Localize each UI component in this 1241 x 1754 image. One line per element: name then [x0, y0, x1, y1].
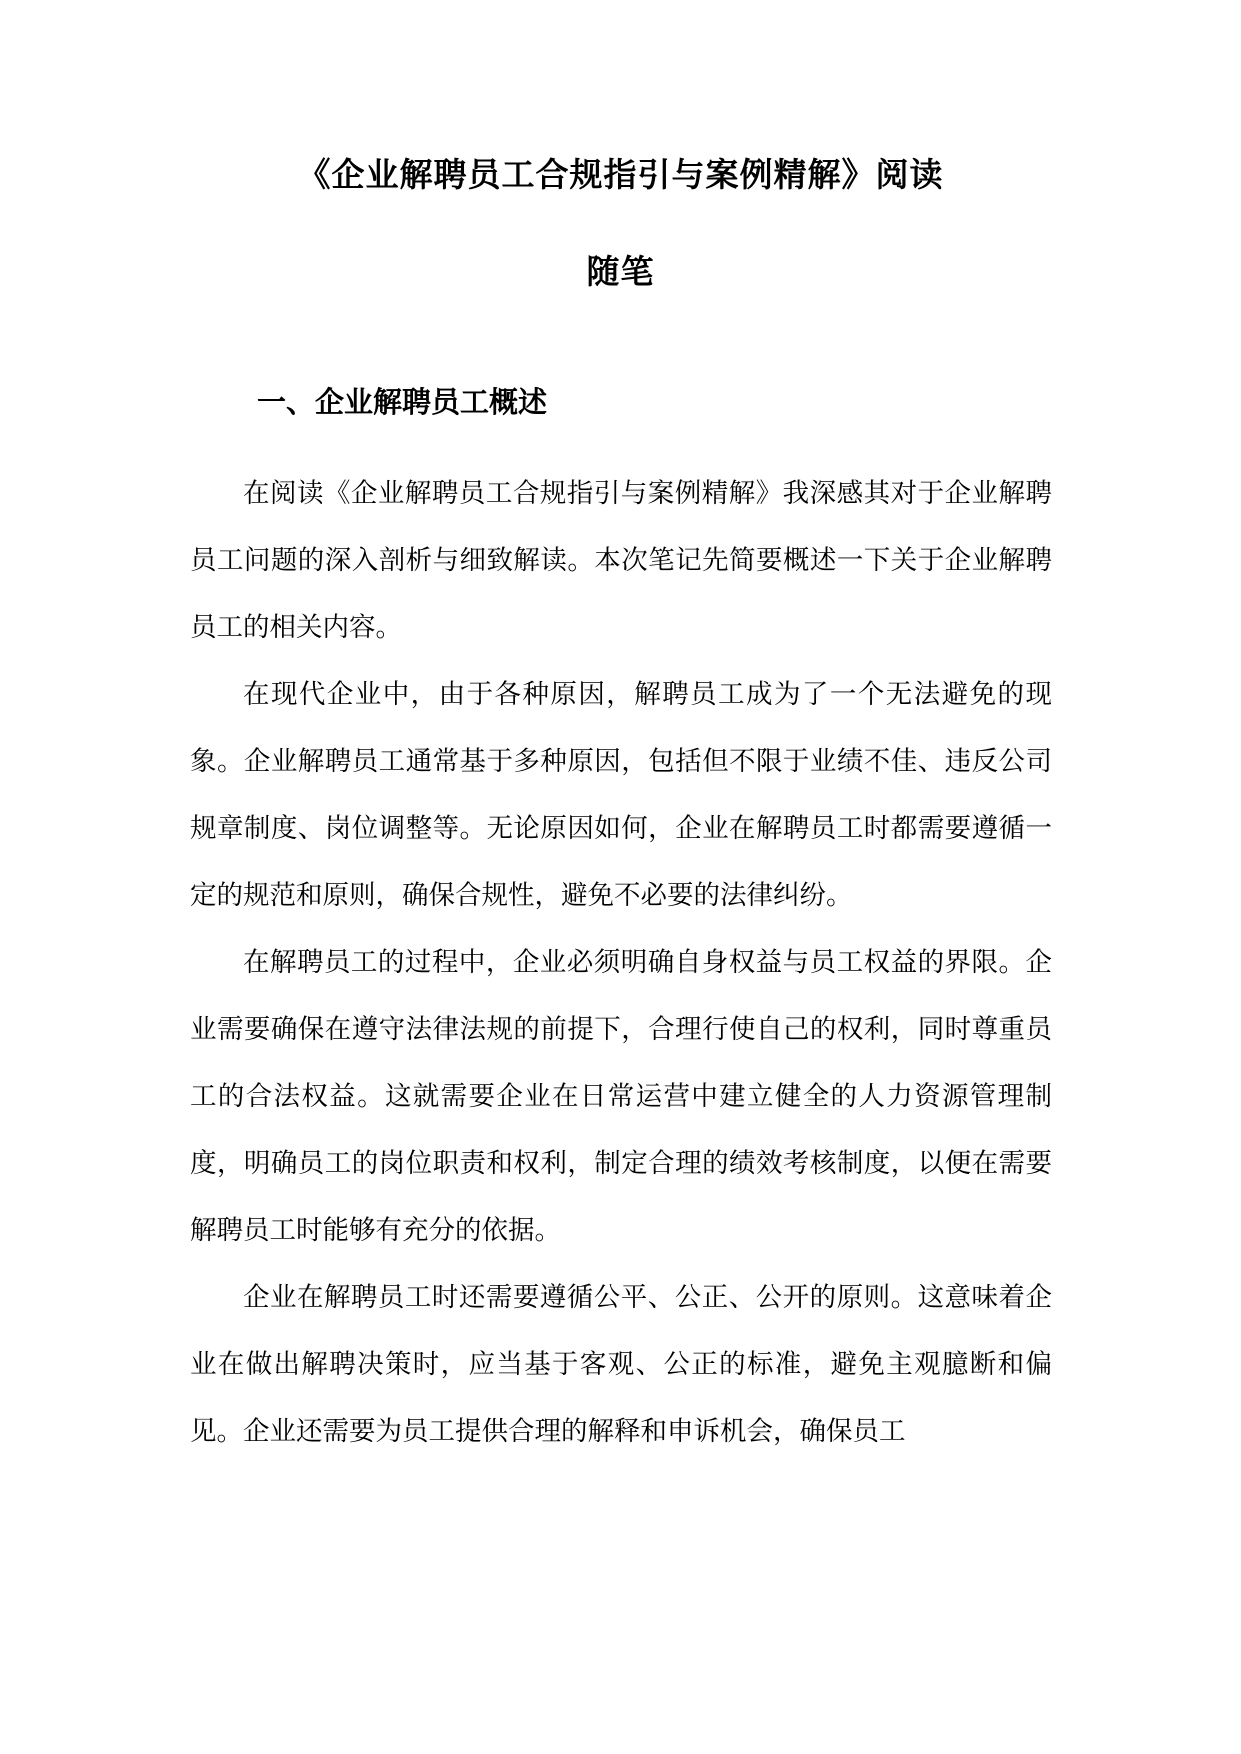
document-body — [190, 460, 1052, 1465]
body-paragraph-4: 企业在解聘员工时还需要遵循公平、公正、公开的原则。这意味着企业在做出解聘决策时，应当基于客观、公正的标准，避免主观臆断和偏见。企业还需要为员工提供合理的解释和申诉机会，确保员工 — [190, 1282, 1052, 1447]
body-paragraph-1: 在阅读《企业解聘员工合规指引与案例精解》我深感其对于企业解聘员工问题的深入剖析与细致解读。本次笔记先简要概述一下关于企业解聘员工的相关内容。 — [190, 478, 1052, 643]
body-paragraph-3: 在解聘员工的过程中，企业必须明确自身权益与员工权益的界限。企业需要确保在遵守法律法规的前提下，合理行使自己的权利，同时尊重员工的合法权益。这就需要企业在日常运营中建立健全的人力资源管理制度，明确员工的岗位职责和权利，制定合理的绩效考核制度，以便在需要解聘员工时能够有充分的依据。 — [190, 947, 1052, 1246]
section-heading: 一、企业解聘员工概述 — [257, 385, 548, 419]
body-paragraph-2: 在现代企业中，由于各种原因，解聘员工成为了一个无法避免的现象。企业解聘员工通常基于多种原因，包括但不限于业绩不佳、违反公司规章制度、岗位调整等。无论原因如何，企业在解聘员工时都需要遵循一定的规范和原则，确保合规性，避免不必要的法律纠纷。 — [190, 679, 1052, 911]
document-title-line-1: 《企业解聘员工合规指引与案例精解》阅读 — [297, 155, 944, 194]
document-title-line-2: 随笔 — [586, 252, 655, 291]
